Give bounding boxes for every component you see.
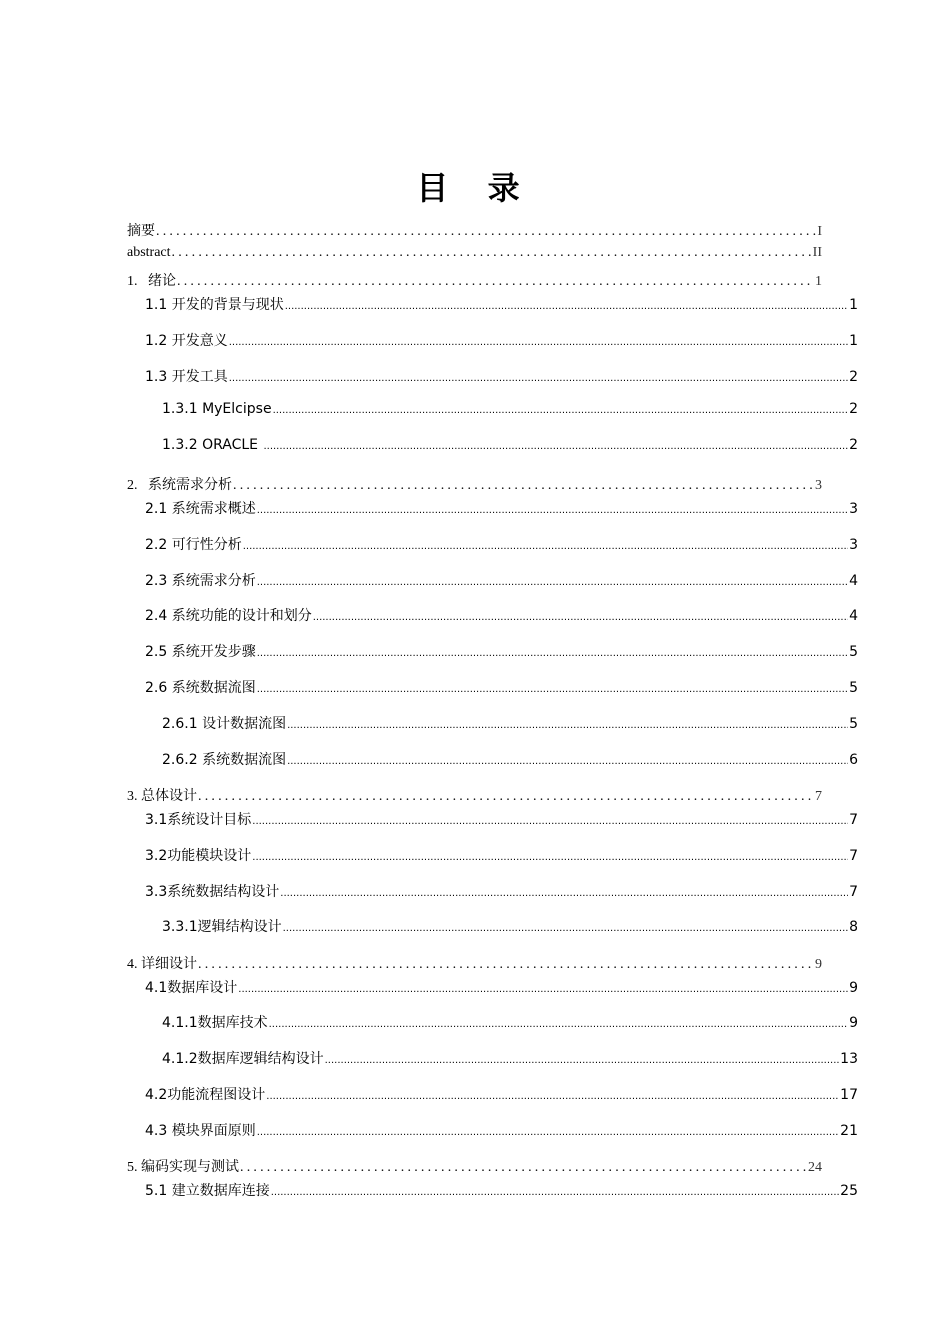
toc-entry-page: 21 bbox=[840, 1123, 858, 1139]
toc-entry-page: 7 bbox=[849, 812, 858, 828]
dot-leader bbox=[229, 373, 848, 384]
dot-leader bbox=[233, 478, 814, 494]
toc-entry-page: 1 bbox=[815, 274, 822, 289]
toc-entry-label: 5.1 建立数据库连接 bbox=[145, 1183, 270, 1199]
toc-entry-page: 3 bbox=[849, 501, 858, 517]
dot-leader bbox=[257, 648, 848, 659]
dot-leader bbox=[229, 337, 848, 348]
toc-entry[interactable] bbox=[145, 605, 858, 629]
dot-leader bbox=[172, 245, 812, 261]
dot-leader bbox=[313, 612, 848, 623]
toc-entry-label: 2.6.1 设计数据流图 bbox=[162, 716, 287, 732]
toc-entry-label: 3.1系统设计目标 bbox=[145, 812, 252, 828]
dot-leader bbox=[257, 505, 848, 516]
dot-leader bbox=[283, 923, 848, 934]
toc-entry[interactable] bbox=[127, 220, 822, 244]
toc-entry-label: abstract bbox=[127, 245, 171, 260]
dot-leader bbox=[257, 577, 848, 588]
toc-entry-label: 4.1.1数据库技术 bbox=[162, 1015, 268, 1031]
toc-entry[interactable] bbox=[145, 1120, 858, 1144]
dot-leader bbox=[269, 1019, 848, 1030]
toc-entry[interactable] bbox=[145, 977, 858, 1001]
toc-entry-page: 5 bbox=[849, 716, 858, 732]
dot-leader bbox=[263, 441, 848, 452]
dot-leader bbox=[280, 888, 848, 899]
toc-entry[interactable] bbox=[145, 641, 858, 665]
toc-entry-label: 2.5 系统开发步骤 bbox=[145, 644, 256, 660]
toc-entry-page: 6 bbox=[849, 752, 858, 768]
toc-entry-label: 1.3 开发工具 bbox=[145, 369, 228, 385]
toc-entry-label: 5. 编码实现与测试 bbox=[127, 1160, 239, 1175]
toc-entry[interactable] bbox=[145, 498, 858, 522]
toc-entry-label: 4.2功能流程图设计 bbox=[145, 1087, 266, 1103]
dot-leader bbox=[287, 756, 848, 767]
toc-entry-page: 1 bbox=[849, 333, 858, 349]
dot-leader bbox=[266, 1091, 839, 1102]
toc-entry-label: 2.6 系统数据流图 bbox=[145, 680, 256, 696]
toc-entry[interactable] bbox=[145, 570, 858, 594]
dot-leader bbox=[243, 541, 848, 552]
dot-leader bbox=[198, 957, 814, 973]
toc-title: 目 录 bbox=[416, 169, 534, 207]
toc-entry-label: 2. 系统需求分析 bbox=[127, 478, 232, 493]
toc-entry-label: 2.6.2 系统数据流图 bbox=[162, 752, 287, 768]
toc-entry-label: 1. 绪论 bbox=[127, 274, 176, 289]
toc-entry-label: 1.2 开发意义 bbox=[145, 333, 228, 349]
toc-entry-label: 1.3.2 ORACLE bbox=[162, 437, 263, 453]
toc-entry-page: 7 bbox=[849, 848, 858, 864]
toc-entry-label: 4.1.2数据库逻辑结构设计 bbox=[162, 1051, 324, 1067]
dot-leader bbox=[252, 852, 848, 863]
toc-entry[interactable] bbox=[127, 953, 822, 977]
toc-entry-page: 7 bbox=[849, 884, 858, 900]
toc-entry-page: 9 bbox=[815, 957, 822, 972]
toc-entry-label: 3. 总体设计 bbox=[127, 789, 197, 804]
dot-leader bbox=[257, 1127, 839, 1138]
dot-leader bbox=[156, 224, 816, 240]
toc-entry-label: 4.1数据库设计 bbox=[145, 980, 238, 996]
toc-entry[interactable] bbox=[145, 809, 858, 833]
toc-entry[interactable] bbox=[145, 366, 858, 390]
toc-entry-label: 1.3.1 MyElcipse bbox=[162, 401, 272, 417]
toc-entry-label: 2.2 可行性分析 bbox=[145, 537, 242, 553]
toc-entry-page: 24 bbox=[808, 1160, 822, 1175]
toc-entry[interactable] bbox=[162, 1012, 858, 1036]
toc-entry-page: 1 bbox=[849, 297, 858, 313]
toc-entry-page: 17 bbox=[840, 1087, 858, 1103]
toc-entry[interactable] bbox=[145, 1180, 858, 1204]
toc-entry-label: 3.2功能模块设计 bbox=[145, 848, 252, 864]
toc-entry-page: 13 bbox=[840, 1051, 858, 1067]
toc-entry-page: 4 bbox=[849, 573, 858, 589]
toc-entry[interactable] bbox=[162, 437, 858, 461]
toc-entry[interactable] bbox=[127, 474, 822, 498]
toc-entry[interactable] bbox=[145, 845, 858, 869]
dot-leader bbox=[273, 405, 849, 416]
dot-leader bbox=[252, 816, 848, 827]
dot-leader bbox=[177, 274, 814, 290]
dot-leader bbox=[325, 1055, 840, 1066]
toc-entry-page: 2 bbox=[849, 369, 858, 385]
toc-entry-page: 5 bbox=[849, 680, 858, 696]
toc-entry-label: 2.4 系统功能的设计和划分 bbox=[145, 608, 312, 624]
toc-entry-label: 3.3.1逻辑结构设计 bbox=[162, 919, 282, 935]
toc-entry[interactable] bbox=[145, 881, 858, 905]
toc-entry[interactable] bbox=[145, 534, 858, 558]
dot-leader bbox=[271, 1187, 839, 1198]
dot-leader bbox=[240, 1160, 807, 1176]
toc-entry-label: 摘要 bbox=[127, 224, 155, 239]
toc-entry-label: 1.1 开发的背景与现状 bbox=[145, 297, 284, 313]
toc-entry[interactable] bbox=[145, 294, 858, 318]
toc-entry[interactable] bbox=[162, 916, 858, 940]
toc-entry-page: 8 bbox=[849, 919, 858, 935]
toc-entry-page: 25 bbox=[840, 1183, 858, 1199]
toc-entry-page: 7 bbox=[815, 789, 822, 804]
toc-entry[interactable] bbox=[127, 270, 822, 294]
dot-leader bbox=[287, 720, 848, 731]
toc-entry[interactable] bbox=[127, 1156, 822, 1180]
toc-entry-page: 5 bbox=[849, 644, 858, 660]
toc-entry[interactable] bbox=[162, 749, 858, 773]
dot-leader bbox=[198, 789, 814, 805]
dot-leader bbox=[285, 301, 848, 312]
toc-entry-label: 2.1 系统需求概述 bbox=[145, 501, 256, 517]
toc-entry-page: 2 bbox=[849, 401, 858, 417]
toc-entry[interactable] bbox=[145, 677, 858, 701]
toc-entry-label: 2.3 系统需求分析 bbox=[145, 573, 256, 589]
toc-entry[interactable] bbox=[145, 330, 858, 354]
toc-entry[interactable] bbox=[127, 785, 822, 809]
toc-entry[interactable] bbox=[127, 245, 822, 269]
toc-entry-page: 3 bbox=[815, 478, 822, 493]
toc-entry-page: 9 bbox=[849, 1015, 858, 1031]
toc-entry-page: 4 bbox=[849, 608, 858, 624]
dot-leader bbox=[238, 984, 848, 995]
toc-entry-page: 9 bbox=[849, 980, 858, 996]
toc-entry-label: 3.3系统数据结构设计 bbox=[145, 884, 280, 900]
toc-entry-page: 3 bbox=[849, 537, 858, 553]
toc-entry[interactable] bbox=[162, 713, 858, 737]
toc-entry[interactable] bbox=[162, 1048, 858, 1072]
toc-entry-page: II bbox=[812, 245, 822, 260]
toc-entry-page: 2 bbox=[849, 437, 858, 453]
toc-entry[interactable] bbox=[162, 401, 858, 425]
toc-entry[interactable] bbox=[145, 1084, 858, 1108]
dot-leader bbox=[257, 684, 848, 695]
toc-entry-label: 4.3 模块界面原则 bbox=[145, 1123, 256, 1139]
toc-entry-page: I bbox=[817, 224, 822, 239]
toc-entry-label: 4. 详细设计 bbox=[127, 957, 197, 972]
